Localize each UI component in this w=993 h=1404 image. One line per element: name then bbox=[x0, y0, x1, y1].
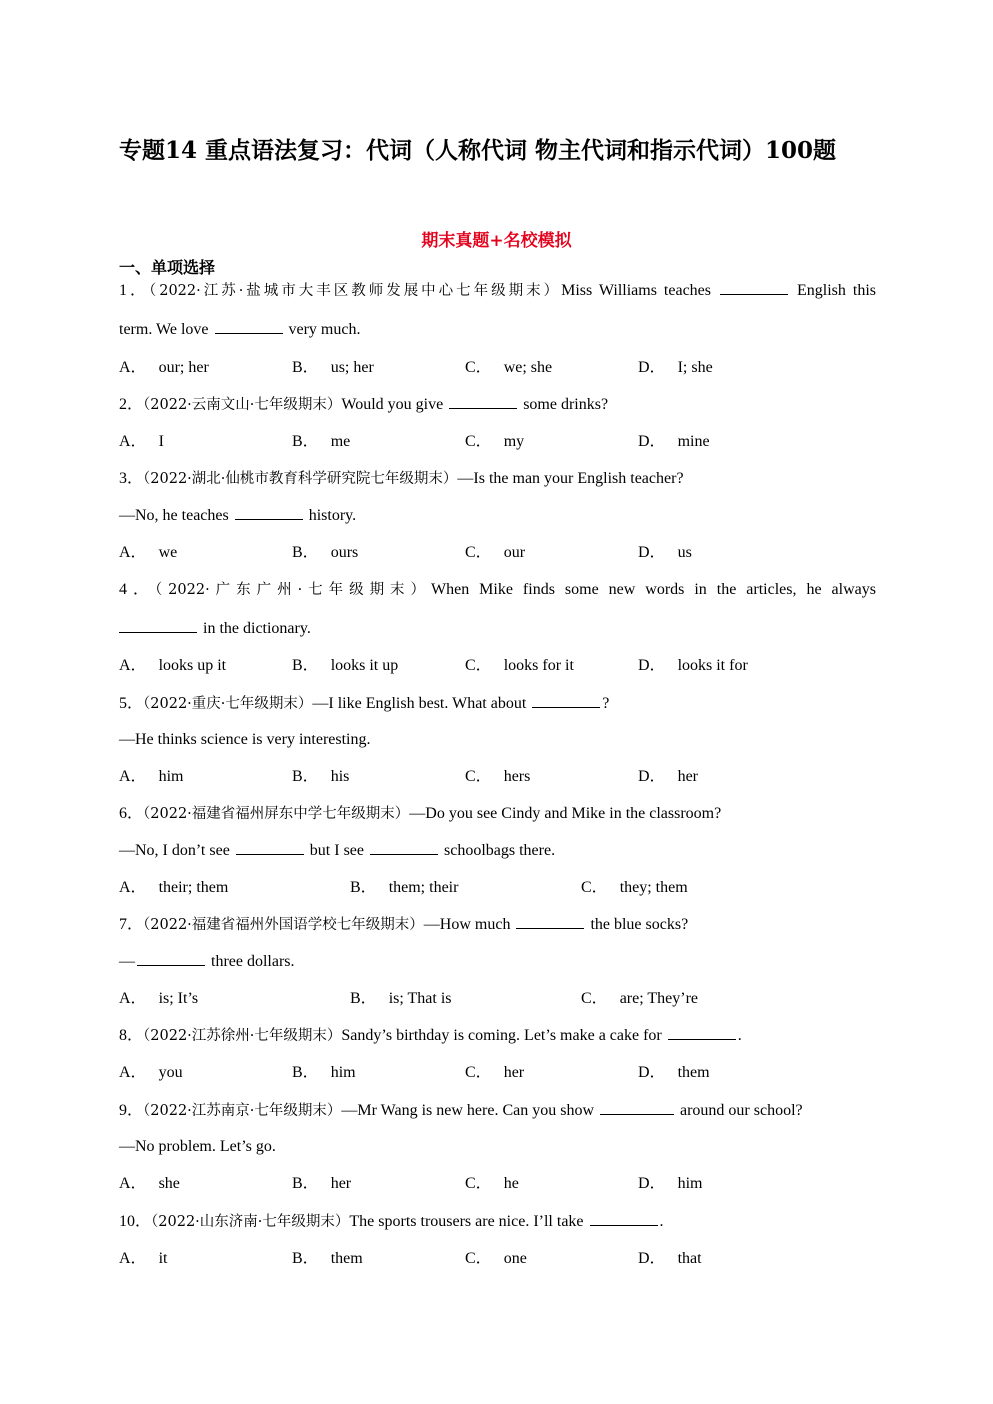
option-b: B． is; That is bbox=[350, 990, 452, 1007]
question-source: （2022·江苏徐州·七年级期末） bbox=[143, 1028, 342, 1044]
question-7-line2: — three dollars. bbox=[119, 953, 295, 970]
option-a: A． him bbox=[119, 768, 184, 785]
option-c: C． hers bbox=[465, 768, 531, 785]
option-b: B． him bbox=[292, 1064, 356, 1081]
question-3: 3．（2022·湖北·仙桃市教育科学研究院七年级期末）—Is the man your English teacher? bbox=[119, 470, 684, 487]
answer-blank bbox=[600, 1100, 674, 1115]
question-source: （2022·山东济南·七年级期末） bbox=[151, 1214, 350, 1230]
option-b: B． them; their bbox=[350, 879, 459, 896]
answer-blank bbox=[720, 280, 788, 295]
question-8: 8．（2022·江苏徐州·七年级期末）Sandy’s birthday is coming. Let’s make a cake for . bbox=[119, 1027, 742, 1044]
option-d: D． mine bbox=[638, 433, 710, 450]
question-number: 1． bbox=[119, 282, 149, 299]
question-number: 2． bbox=[119, 396, 144, 413]
question-4-line2: in the dictionary. bbox=[119, 618, 876, 640]
question-source: （2022·福建省福州屏东中学七年级期末） bbox=[143, 806, 410, 822]
question-4: 4．（2022·广东广州·七年级期末）When Mike finds some new words in the articles, he always bbox=[119, 581, 876, 598]
option-c: C． one bbox=[465, 1250, 527, 1267]
option-b: B． her bbox=[292, 1175, 352, 1192]
answer-blank bbox=[516, 914, 584, 929]
question-9-line2: —No problem. Let’s go. bbox=[119, 1138, 276, 1155]
option-b: B． his bbox=[292, 768, 350, 785]
option-d: D． looks it for bbox=[638, 657, 748, 674]
question-number: 8． bbox=[119, 1027, 144, 1044]
answer-blank bbox=[215, 319, 283, 334]
option-d: D． them bbox=[638, 1064, 710, 1081]
question-number: 4． bbox=[119, 581, 155, 598]
option-c: C． we; she bbox=[465, 359, 553, 376]
answer-blank bbox=[236, 840, 304, 855]
option-a: A． we bbox=[119, 544, 178, 561]
answer-blank bbox=[137, 951, 205, 966]
option-a: A． you bbox=[119, 1064, 183, 1081]
question-2: 2．（2022·云南文山·七年级期末）Would you give some drinks? bbox=[119, 396, 609, 413]
option-c: C． our bbox=[465, 544, 526, 561]
answer-blank bbox=[370, 840, 438, 855]
option-b: B． me bbox=[292, 433, 351, 450]
answer-blank bbox=[532, 693, 600, 708]
question-number: 5． bbox=[119, 695, 144, 712]
option-b: B． them bbox=[292, 1250, 363, 1267]
question-source: （2022·江苏·盐城市大丰区教师发展中心七年级期末） bbox=[148, 283, 562, 299]
question-source: （2022·湖北·仙桃市教育科学研究院七年级期末） bbox=[143, 471, 458, 487]
question-6-line2: —No, I don’t see but I see schoolbags there. bbox=[119, 842, 556, 859]
question-5: 5．（2022·重庆·七年级期末）—I like English best. What about ? bbox=[119, 695, 610, 712]
subtitle: 期末真题+名校模拟 bbox=[421, 231, 572, 251]
answer-blank bbox=[668, 1025, 736, 1040]
answer-blank bbox=[449, 394, 517, 409]
question-number: 9． bbox=[119, 1102, 144, 1119]
option-b: B． looks it up bbox=[292, 657, 399, 674]
option-a: A． it bbox=[119, 1250, 168, 1267]
option-c: C． are; They’re bbox=[581, 990, 699, 1007]
question-number: 3． bbox=[119, 470, 144, 487]
option-c: C． he bbox=[465, 1175, 519, 1192]
question-source: （2022·云南文山·七年级期末） bbox=[143, 397, 342, 413]
question-1-line2: term. We love very much. bbox=[119, 321, 361, 338]
option-d: D． I; she bbox=[638, 359, 713, 376]
option-c: C． my bbox=[465, 433, 525, 450]
option-d: D． that bbox=[638, 1250, 702, 1267]
question-number: 7． bbox=[119, 916, 144, 933]
question-9: 9．（2022·江苏南京·七年级期末）—Mr Wang is new here. Can you show around our school? bbox=[119, 1102, 803, 1119]
option-a: A． their; them bbox=[119, 879, 229, 896]
answer-blank bbox=[235, 505, 303, 520]
question-10: 10．（2022·山东济南·七年级期末）The sports trousers are nice. I’ll take . bbox=[119, 1213, 664, 1230]
option-a: A． is; It’s bbox=[119, 990, 199, 1007]
question-source: （2022·江苏南京·七年级期末） bbox=[143, 1103, 342, 1119]
option-a: A． I bbox=[119, 433, 164, 450]
option-d: D． him bbox=[638, 1175, 703, 1192]
page-title: 专题14 重点语法复习：代词（人称代词 物主代词和指示代词）100题 bbox=[119, 137, 837, 164]
question-number: 6． bbox=[119, 805, 144, 822]
option-a: A． looks up it bbox=[119, 657, 227, 674]
option-d: D． us bbox=[638, 544, 692, 561]
question-1: 1．（2022·江苏·盐城市大丰区教师发展中心七年级期末）Miss Williams teaches English this bbox=[119, 282, 877, 299]
question-6: 6．（2022·福建省福州屏东中学七年级期末）—Do you see Cindy and Mike in the classroom? bbox=[119, 805, 722, 822]
answer-blank bbox=[590, 1211, 658, 1226]
question-source: （2022·广东广州·七年级期末） bbox=[154, 582, 431, 598]
option-c: C． her bbox=[465, 1064, 525, 1081]
answer-blank bbox=[119, 618, 197, 633]
option-b: B． us; her bbox=[292, 359, 374, 376]
question-3-line2: —No, he teaches history. bbox=[119, 507, 357, 524]
option-d: D． her bbox=[638, 768, 698, 785]
option-c: C． looks for it bbox=[465, 657, 574, 674]
question-5-line2: —He thinks science is very interesting. bbox=[119, 731, 371, 748]
question-source: （2022·福建省福州外国语学校七年级期末） bbox=[143, 917, 424, 933]
question-7: 7．（2022·福建省福州外国语学校七年级期末）—How much the blue socks? bbox=[119, 916, 689, 933]
section-heading: 一、单项选择 bbox=[119, 258, 216, 277]
question-number: 10． bbox=[119, 1213, 152, 1230]
option-b: B． ours bbox=[292, 544, 359, 561]
option-a: A． our; her bbox=[119, 359, 209, 376]
option-a: A． she bbox=[119, 1175, 180, 1192]
option-c: C． they; them bbox=[581, 879, 688, 896]
question-source: （2022·重庆·七年级期末） bbox=[143, 696, 313, 712]
